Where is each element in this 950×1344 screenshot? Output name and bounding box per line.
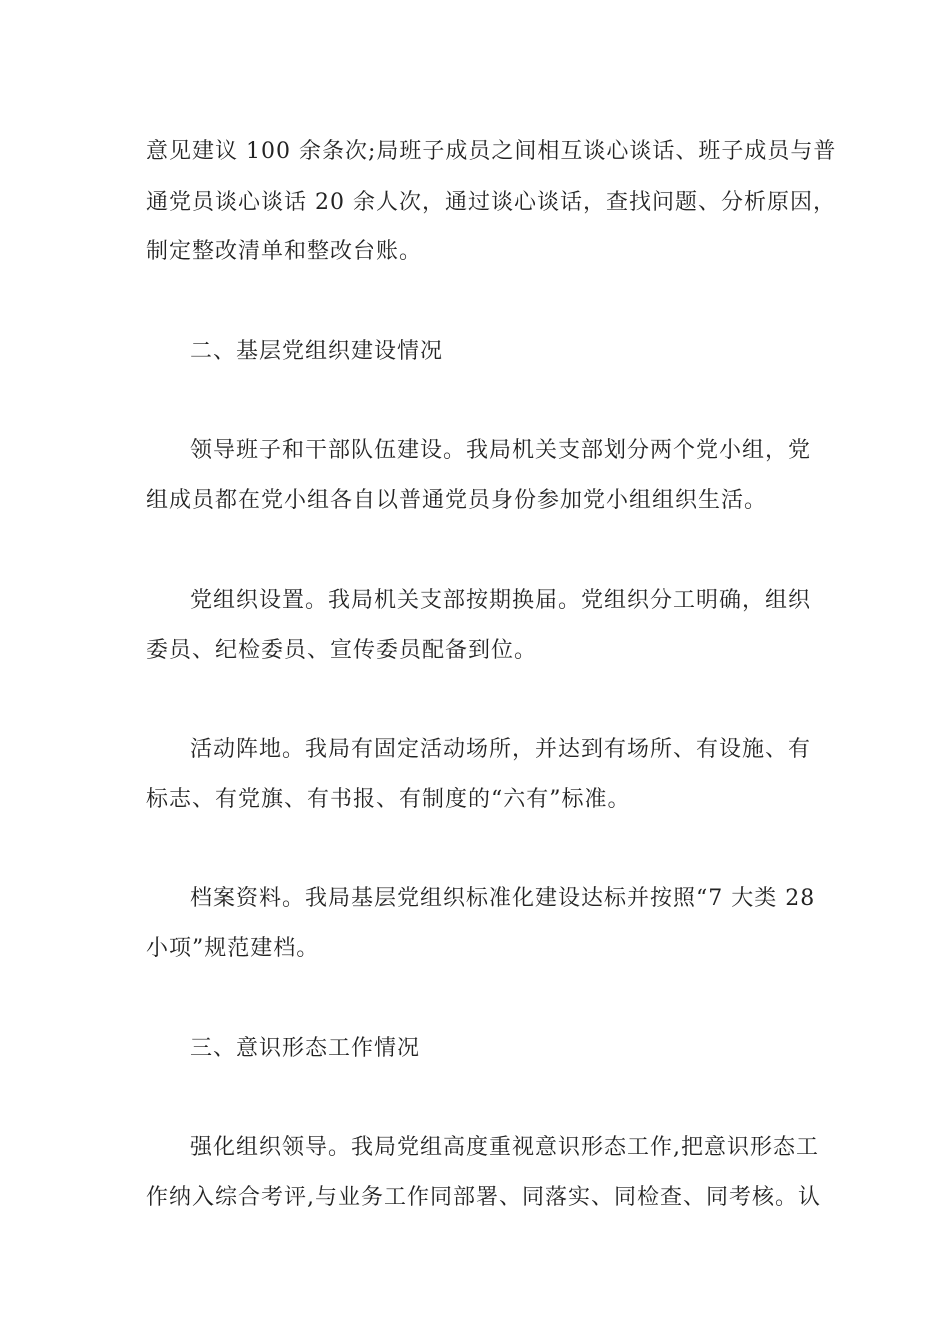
paragraph-line: 活动阵地。我局有固定活动场所，并达到有场所、有设施、有 [190, 737, 812, 762]
paragraph-line: 委员、纪检委员、宣传委员配备到位。 [146, 638, 538, 663]
section-heading: 三、意识形态工作情况 [190, 1036, 421, 1061]
paragraph-line: 制定整改清单和整改台账。 [146, 239, 423, 264]
paragraph-line: 强化组织领导。我局党组高度重视意识形态工作,把意识形态工 [190, 1135, 819, 1160]
paragraph-line: 意见建议 100 余条次;局班子成员之间相互谈心谈话、班子成员与普 [146, 139, 837, 164]
paragraph-line: 作纳入综合考评,与业务工作同部署、同落实、同检查、同考核。认 [146, 1185, 821, 1210]
paragraph-line: 领导班子和干部队伍建设。我局机关支部划分两个党小组，党 [190, 438, 812, 463]
paragraph-line: 档案资料。我局基层党组织标准化建设达标并按照“7 大类 28 [190, 886, 816, 911]
section-heading: 二、基层党组织建设情况 [190, 339, 444, 364]
paragraph-line: 小项”规范建档。 [146, 936, 320, 961]
paragraph-line: 标志、有党旗、有书报、有制度的“六有”标准。 [146, 787, 631, 812]
paragraph-line: 通党员谈心谈话 20 余人次，通过谈心谈话，查找问题、分析原因， [146, 190, 836, 215]
paragraph-line: 党组织设置。我局机关支部按期换届。党组织分工明确，组织 [190, 588, 812, 613]
paragraph-line: 组成员都在党小组各自以普通党员身份参加党小组组织生活。 [146, 488, 768, 513]
